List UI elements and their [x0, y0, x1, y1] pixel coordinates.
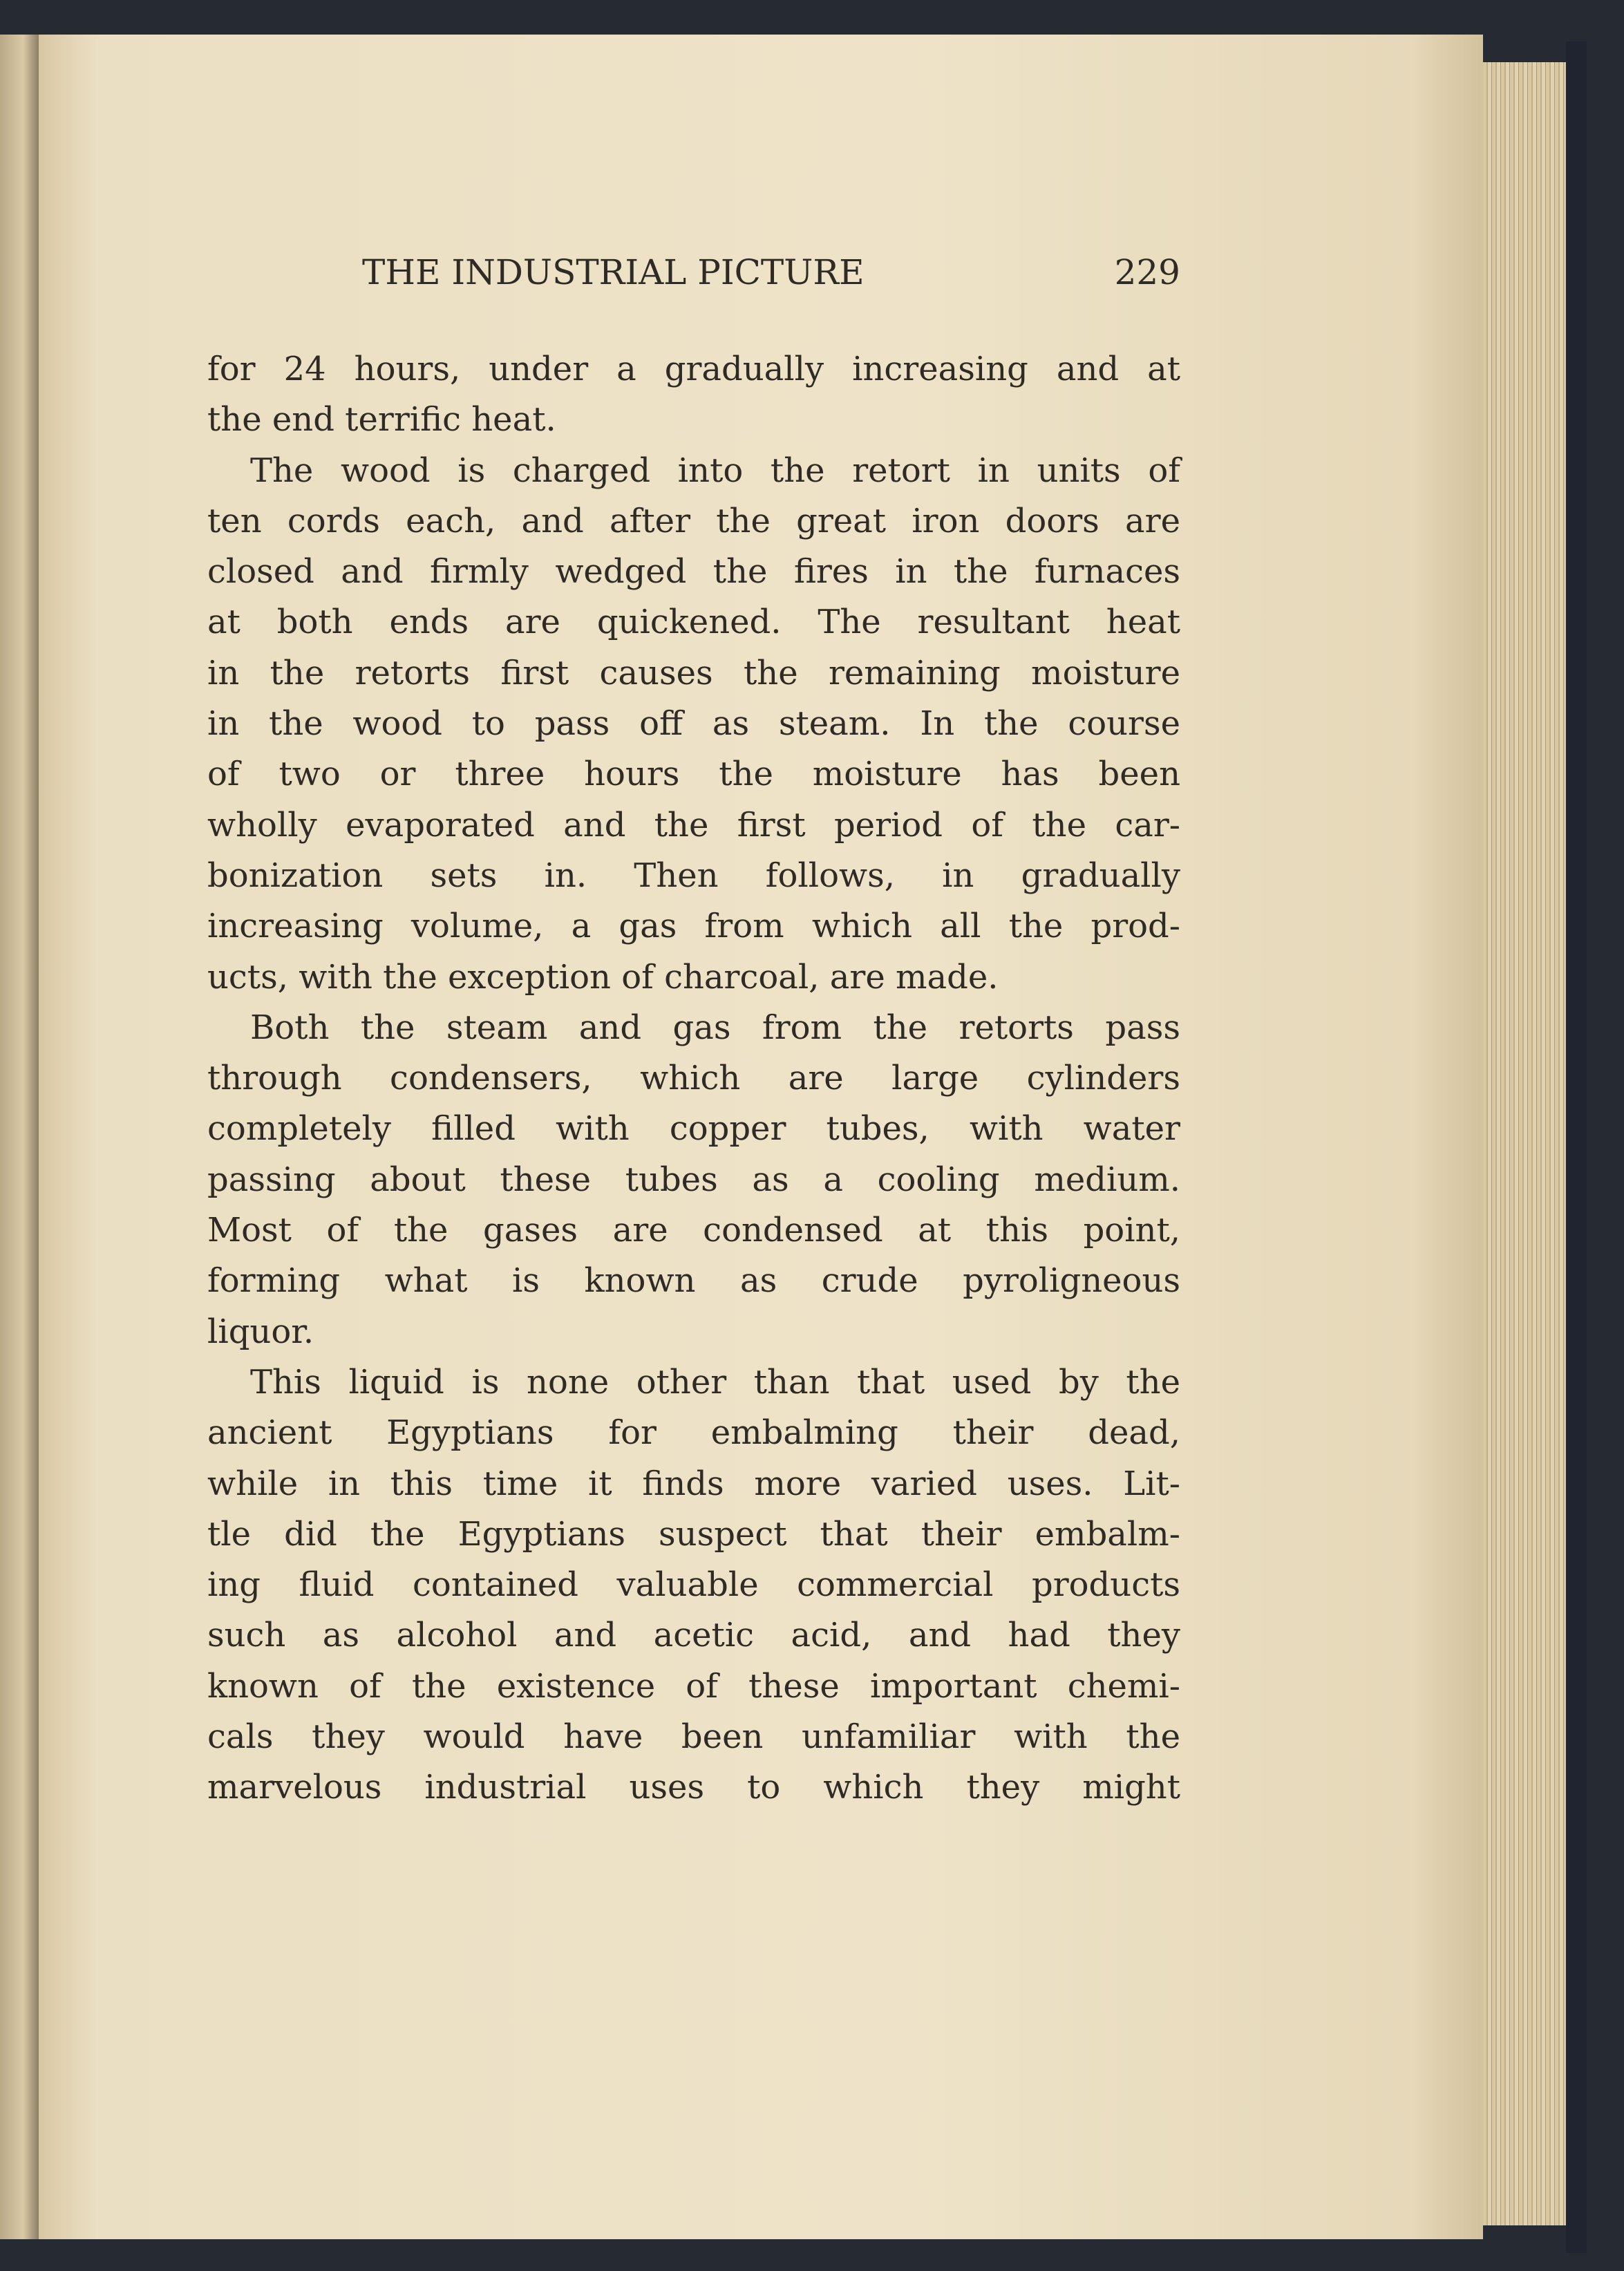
text-line: marvelous industrial uses to which they might [207, 1768, 1180, 1807]
text-line: forming what is known as crude pyroligneous [207, 1261, 1180, 1301]
body-text [207, 344, 1180, 1813]
text-line: at both ends are quickened. The resultant heat [207, 603, 1180, 642]
text-line: completely filled with copper tubes, with water [207, 1109, 1180, 1149]
text-line: bonization sets in. Then follows, in gradually [207, 856, 1180, 895]
text-line: liquor. [207, 1312, 314, 1351]
text-line: ing fluid contained valuable commercial products [207, 1565, 1180, 1605]
page-number: 229 [1114, 252, 1180, 292]
text-line: of two or three hours the moisture has been [207, 755, 1180, 794]
text-line: in the retorts first causes the remaining moisture [207, 653, 1180, 692]
text-line: passing about these tubes as a cooling medium. [207, 1160, 1180, 1199]
text-line: Both the steam and gas from the retorts pass [250, 1008, 1180, 1047]
text-line: ten cords each, and after the great iron doors are [207, 501, 1180, 540]
text-line: The wood is charged into the retort in units of [250, 451, 1180, 490]
text-line: closed and firmly wedged the fires in the furnaces [207, 552, 1180, 592]
running-title: THE INDUSTRIAL PICTURE [362, 252, 865, 292]
text-line: in the wood to pass off as steam. In the course [207, 704, 1180, 744]
book-cover-edge [1566, 41, 1587, 2253]
page-stack-edges [1483, 62, 1566, 2225]
text-line: increasing volume, a gas from which all the prod- [207, 907, 1180, 946]
running-header [362, 252, 1180, 292]
text-line: such as alcohol and acetic acid, and had they [207, 1616, 1180, 1655]
text-line: This liquid is none other than that used by the [250, 1362, 1180, 1402]
text-line: while in this time it finds more varied uses. Lit- [207, 1464, 1180, 1503]
text-line: ucts, with the exception of charcoal, are made. [207, 957, 999, 997]
text-line: for 24 hours, under a gradually increasing and at [207, 350, 1180, 388]
text-line: Most of the gases are condensed at this point, [207, 1211, 1180, 1250]
text-line: through condensers, which are large cylinders [207, 1059, 1180, 1098]
text-line: ancient Egyptians for embalming their dead, [207, 1413, 1180, 1453]
text-line: cals they would have been unfamiliar with the [207, 1717, 1180, 1757]
text-line: the end terrific heat. [207, 400, 556, 440]
text-line: tle did the Egyptians suspect that their embalm- [207, 1514, 1180, 1554]
facing-page-edge [0, 35, 39, 2239]
text-line: wholly evaporated and the first period of the car- [207, 805, 1180, 845]
text-line: known of the existence of these important chemi- [207, 1666, 1180, 1706]
